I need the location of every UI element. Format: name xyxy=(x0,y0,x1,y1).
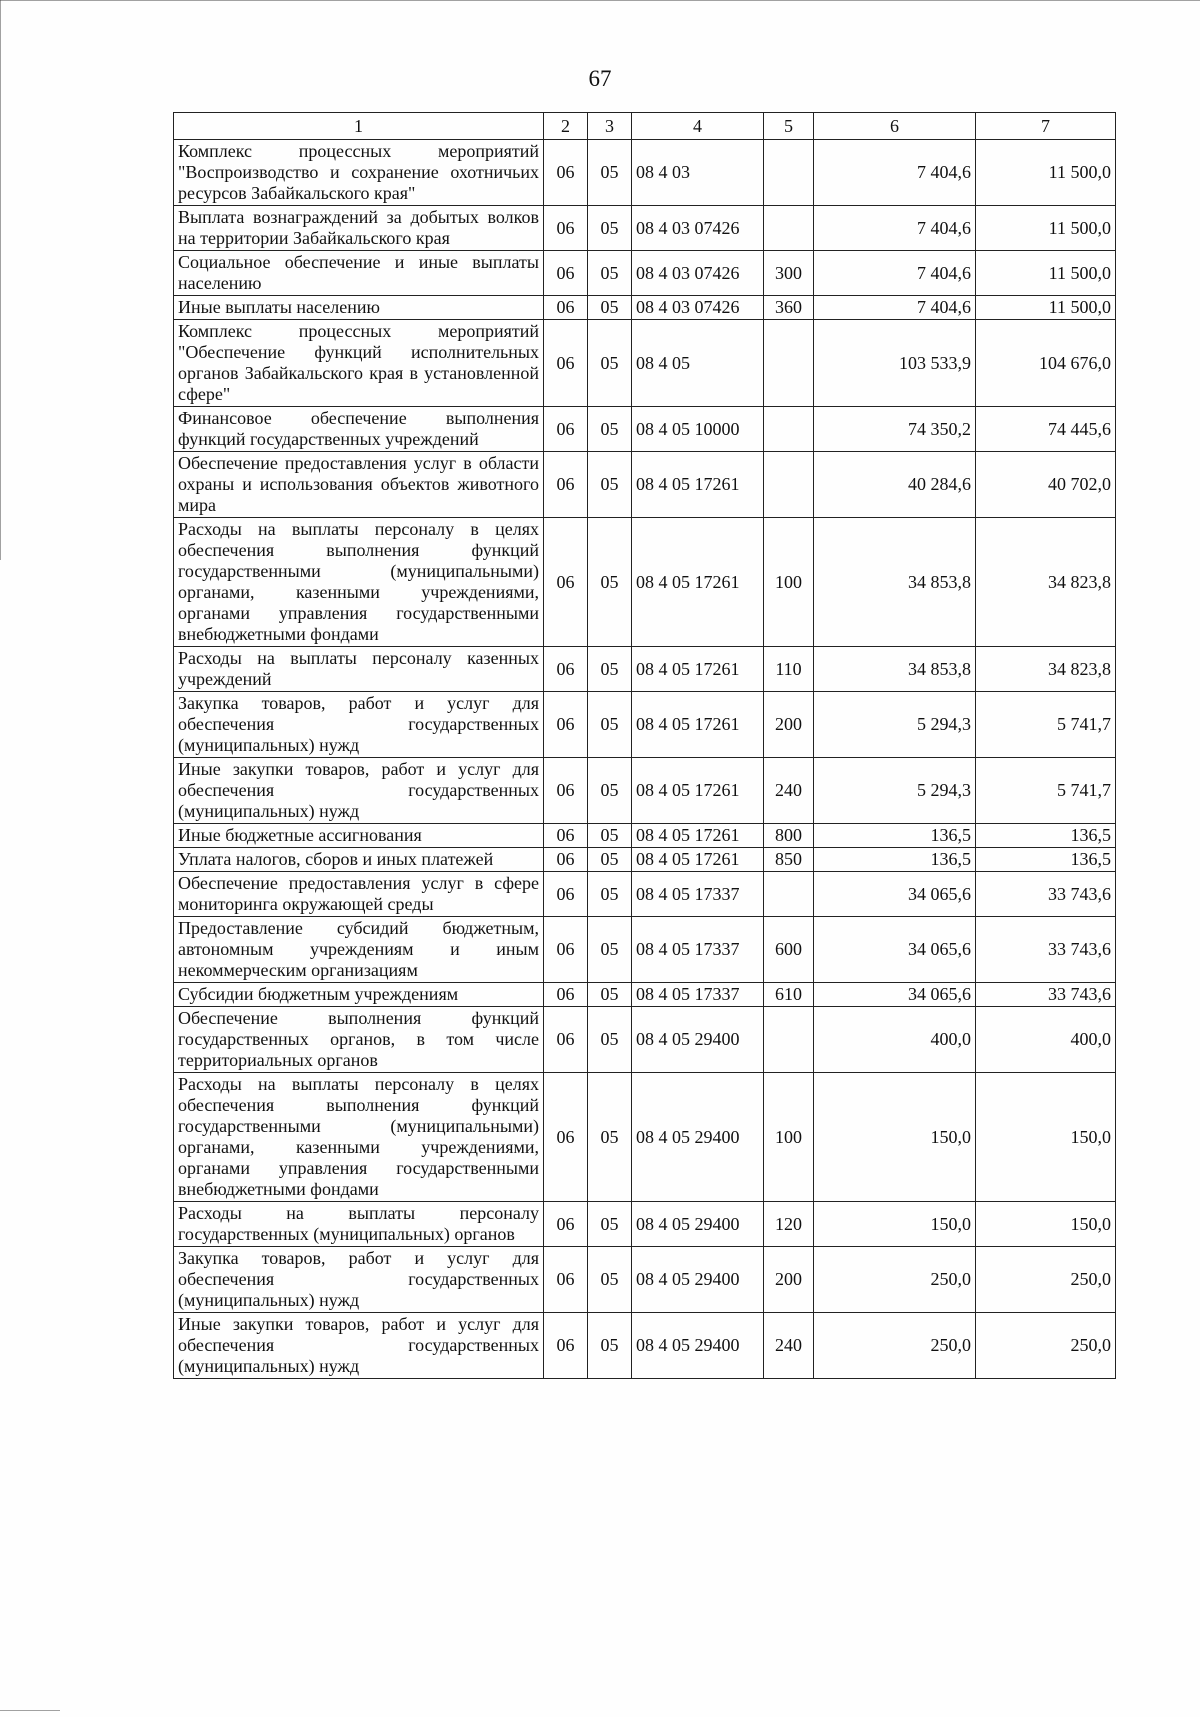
row-sum-1: 7 404,6 xyxy=(814,206,976,251)
row-expense-type: 240 xyxy=(764,758,814,824)
row-sum-2: 11 500,0 xyxy=(976,296,1116,320)
table-row xyxy=(174,206,1116,251)
row-subsection: 05 xyxy=(588,1313,632,1379)
row-target-code: 08 4 05 xyxy=(632,320,764,407)
row-section: 06 xyxy=(544,758,588,824)
row-sum-2: 40 702,0 xyxy=(976,452,1116,518)
row-expense-type: 200 xyxy=(764,692,814,758)
row-sum-1: 34 065,6 xyxy=(814,872,976,917)
row-section: 06 xyxy=(544,320,588,407)
row-expense-type: 610 xyxy=(764,983,814,1007)
row-expense-type xyxy=(764,140,814,206)
row-name: Расходы на выплаты персоналу казенных учреждений xyxy=(174,647,544,692)
row-expense-type xyxy=(764,452,814,518)
row-sum-2: 136,5 xyxy=(976,824,1116,848)
row-name: Комплекс процессных мероприятий "Обеспечение функций исполнительных органов Забайкальского края в установленной сфере" xyxy=(174,320,544,407)
table-row xyxy=(174,1247,1116,1313)
row-section: 06 xyxy=(544,140,588,206)
row-name: Иные выплаты населению xyxy=(174,296,544,320)
row-sum-1: 7 404,6 xyxy=(814,140,976,206)
row-subsection: 05 xyxy=(588,692,632,758)
row-target-code: 08 4 05 29400 xyxy=(632,1247,764,1313)
row-name: Иные закупки товаров, работ и услуг для обеспечения государственных (муниципальных) нужд xyxy=(174,758,544,824)
row-sum-1: 34 065,6 xyxy=(814,983,976,1007)
row-section: 06 xyxy=(544,206,588,251)
row-target-code: 08 4 05 17337 xyxy=(632,917,764,983)
row-target-code: 08 4 05 29400 xyxy=(632,1073,764,1202)
row-name: Обеспечение предоставления услуг в области охраны и использования объектов животного мира xyxy=(174,452,544,518)
row-target-code: 08 4 05 17261 xyxy=(632,848,764,872)
row-sum-1: 250,0 xyxy=(814,1247,976,1313)
row-expense-type xyxy=(764,206,814,251)
row-expense-type: 300 xyxy=(764,251,814,296)
row-expense-type: 110 xyxy=(764,647,814,692)
table-row xyxy=(174,320,1116,407)
row-sum-1: 7 404,6 xyxy=(814,251,976,296)
row-sum-2: 11 500,0 xyxy=(976,251,1116,296)
table-row xyxy=(174,983,1116,1007)
row-section: 06 xyxy=(544,1247,588,1313)
row-subsection: 05 xyxy=(588,848,632,872)
row-subsection: 05 xyxy=(588,917,632,983)
row-target-code: 08 4 05 29400 xyxy=(632,1202,764,1247)
row-sum-2: 250,0 xyxy=(976,1247,1116,1313)
row-expense-type: 100 xyxy=(764,518,814,647)
page-number: 67 xyxy=(588,66,612,91)
row-sum-1: 400,0 xyxy=(814,1007,976,1073)
row-expense-type xyxy=(764,872,814,917)
table-row xyxy=(174,824,1116,848)
row-name: Закупка товаров, работ и услуг для обеспечения государственных (муниципальных) нужд xyxy=(174,692,544,758)
row-section: 06 xyxy=(544,692,588,758)
header-col-4: 4 xyxy=(632,113,764,140)
row-name: Субсидии бюджетным учреждениям xyxy=(174,983,544,1007)
scan-edge-top xyxy=(0,0,1200,1)
table-row xyxy=(174,1202,1116,1247)
row-sum-2: 136,5 xyxy=(976,848,1116,872)
row-expense-type: 120 xyxy=(764,1202,814,1247)
header-col-6: 6 xyxy=(814,113,976,140)
row-subsection: 05 xyxy=(588,872,632,917)
row-target-code: 08 4 05 17261 xyxy=(632,647,764,692)
row-sum-1: 34 853,8 xyxy=(814,518,976,647)
row-sum-1: 250,0 xyxy=(814,1313,976,1379)
row-expense-type xyxy=(764,407,814,452)
row-name: Обеспечение выполнения функций государственных органов, в том числе территориальных органов xyxy=(174,1007,544,1073)
row-section: 06 xyxy=(544,452,588,518)
row-section: 06 xyxy=(544,872,588,917)
table-row xyxy=(174,407,1116,452)
row-sum-2: 400,0 xyxy=(976,1007,1116,1073)
table-row xyxy=(174,251,1116,296)
row-target-code: 08 4 05 17261 xyxy=(632,452,764,518)
row-expense-type: 100 xyxy=(764,1073,814,1202)
row-sum-1: 34 853,8 xyxy=(814,647,976,692)
row-expense-type: 850 xyxy=(764,848,814,872)
row-section: 06 xyxy=(544,296,588,320)
row-name: Закупка товаров, работ и услуг для обеспечения государственных (муниципальных) нужд xyxy=(174,1247,544,1313)
row-sum-2: 11 500,0 xyxy=(976,206,1116,251)
row-sum-1: 5 294,3 xyxy=(814,758,976,824)
row-expense-type xyxy=(764,1007,814,1073)
row-sum-2: 33 743,6 xyxy=(976,872,1116,917)
row-target-code: 08 4 05 17261 xyxy=(632,692,764,758)
row-expense-type xyxy=(764,320,814,407)
row-subsection: 05 xyxy=(588,320,632,407)
row-subsection: 05 xyxy=(588,1247,632,1313)
row-target-code: 08 4 03 07426 xyxy=(632,251,764,296)
table-row xyxy=(174,647,1116,692)
row-name: Обеспечение предоставления услуг в сфере мониторинга окружающей среды xyxy=(174,872,544,917)
row-sum-1: 34 065,6 xyxy=(814,917,976,983)
row-sum-1: 74 350,2 xyxy=(814,407,976,452)
row-expense-type: 360 xyxy=(764,296,814,320)
scan-edge-bottom xyxy=(0,1710,60,1711)
row-section: 06 xyxy=(544,1313,588,1379)
row-target-code: 08 4 03 07426 xyxy=(632,296,764,320)
row-expense-type: 800 xyxy=(764,824,814,848)
row-target-code: 08 4 05 29400 xyxy=(632,1313,764,1379)
row-section: 06 xyxy=(544,1007,588,1073)
row-target-code: 08 4 03 xyxy=(632,140,764,206)
table-row xyxy=(174,917,1116,983)
table-row xyxy=(174,1007,1116,1073)
row-sum-2: 74 445,6 xyxy=(976,407,1116,452)
row-name: Расходы на выплаты персоналу государственных (муниципальных) органов xyxy=(174,1202,544,1247)
row-sum-2: 5 741,7 xyxy=(976,692,1116,758)
row-name: Иные закупки товаров, работ и услуг для обеспечения государственных (муниципальных) нужд xyxy=(174,1313,544,1379)
row-sum-2: 34 823,8 xyxy=(976,647,1116,692)
row-sum-1: 150,0 xyxy=(814,1202,976,1247)
row-sum-2: 250,0 xyxy=(976,1313,1116,1379)
row-section: 06 xyxy=(544,983,588,1007)
header-col-5: 5 xyxy=(764,113,814,140)
row-subsection: 05 xyxy=(588,1007,632,1073)
row-name: Уплата налогов, сборов и иных платежей xyxy=(174,848,544,872)
row-subsection: 05 xyxy=(588,206,632,251)
row-name: Расходы на выплаты персоналу в целях обеспечения выполнения функций государственными (муниципальными) органами, казенными учреждениями, органами управления государственными внебюджетными фондами xyxy=(174,518,544,647)
row-subsection: 05 xyxy=(588,407,632,452)
header-col-3: 3 xyxy=(588,113,632,140)
table-row xyxy=(174,1073,1116,1202)
table-row xyxy=(174,1313,1116,1379)
row-subsection: 05 xyxy=(588,1073,632,1202)
row-subsection: 05 xyxy=(588,452,632,518)
row-target-code: 08 4 05 17261 xyxy=(632,824,764,848)
row-section: 06 xyxy=(544,1202,588,1247)
table-row xyxy=(174,692,1116,758)
header-row xyxy=(174,113,1116,140)
row-expense-type: 240 xyxy=(764,1313,814,1379)
budget-table xyxy=(173,112,1116,1379)
header-col-2: 2 xyxy=(544,113,588,140)
row-sum-1: 150,0 xyxy=(814,1073,976,1202)
header-col-7: 7 xyxy=(976,113,1116,140)
row-target-code: 08 4 05 17261 xyxy=(632,518,764,647)
row-sum-1: 103 533,9 xyxy=(814,320,976,407)
row-sum-1: 136,5 xyxy=(814,824,976,848)
table-row xyxy=(174,452,1116,518)
row-subsection: 05 xyxy=(588,518,632,647)
row-target-code: 08 4 05 17337 xyxy=(632,872,764,917)
row-section: 06 xyxy=(544,848,588,872)
row-subsection: 05 xyxy=(588,140,632,206)
row-subsection: 05 xyxy=(588,1202,632,1247)
row-name: Предоставление субсидий бюджетным, автономным учреждениям и иным некоммерческим организациям xyxy=(174,917,544,983)
table-row xyxy=(174,140,1116,206)
row-subsection: 05 xyxy=(588,824,632,848)
table-row xyxy=(174,848,1116,872)
row-subsection: 05 xyxy=(588,296,632,320)
row-section: 06 xyxy=(544,647,588,692)
row-section: 06 xyxy=(544,824,588,848)
row-section: 06 xyxy=(544,917,588,983)
row-target-code: 08 4 05 29400 xyxy=(632,1007,764,1073)
row-section: 06 xyxy=(544,251,588,296)
row-expense-type: 200 xyxy=(764,1247,814,1313)
row-section: 06 xyxy=(544,518,588,647)
row-subsection: 05 xyxy=(588,983,632,1007)
row-section: 06 xyxy=(544,407,588,452)
row-subsection: 05 xyxy=(588,758,632,824)
row-sum-2: 11 500,0 xyxy=(976,140,1116,206)
row-sum-1: 7 404,6 xyxy=(814,296,976,320)
row-name: Комплекс процессных мероприятий "Воспроизводство и сохранение охотничьих ресурсов Забайкальского края" xyxy=(174,140,544,206)
table-row xyxy=(174,518,1116,647)
row-name: Социальное обеспечение и иные выплаты населению xyxy=(174,251,544,296)
table-row xyxy=(174,872,1116,917)
row-target-code: 08 4 05 10000 xyxy=(632,407,764,452)
row-target-code: 08 4 05 17337 xyxy=(632,983,764,1007)
row-sum-1: 136,5 xyxy=(814,848,976,872)
row-name: Иные бюджетные ассигнования xyxy=(174,824,544,848)
row-name: Расходы на выплаты персоналу в целях обеспечения выполнения функций государственными (муниципальными) органами, казенными учреждениями, органами управления государственными внебюджетными фондами xyxy=(174,1073,544,1202)
row-sum-2: 5 741,7 xyxy=(976,758,1116,824)
row-target-code: 08 4 03 07426 xyxy=(632,206,764,251)
row-expense-type: 600 xyxy=(764,917,814,983)
row-sum-2: 34 823,8 xyxy=(976,518,1116,647)
header-col-1: 1 xyxy=(174,113,544,140)
row-section: 06 xyxy=(544,1073,588,1202)
row-subsection: 05 xyxy=(588,251,632,296)
row-sum-2: 33 743,6 xyxy=(976,983,1116,1007)
row-sum-2: 150,0 xyxy=(976,1202,1116,1247)
row-subsection: 05 xyxy=(588,647,632,692)
table-row xyxy=(174,758,1116,824)
row-sum-1: 40 284,6 xyxy=(814,452,976,518)
row-sum-2: 33 743,6 xyxy=(976,917,1116,983)
row-name: Финансовое обеспечение выполнения функций государственных учреждений xyxy=(174,407,544,452)
row-sum-2: 104 676,0 xyxy=(976,320,1116,407)
table-row xyxy=(174,296,1116,320)
row-name: Выплата вознаграждений за добытых волков на территории Забайкальского края xyxy=(174,206,544,251)
row-sum-2: 150,0 xyxy=(976,1073,1116,1202)
row-sum-1: 5 294,3 xyxy=(814,692,976,758)
row-target-code: 08 4 05 17261 xyxy=(632,758,764,824)
